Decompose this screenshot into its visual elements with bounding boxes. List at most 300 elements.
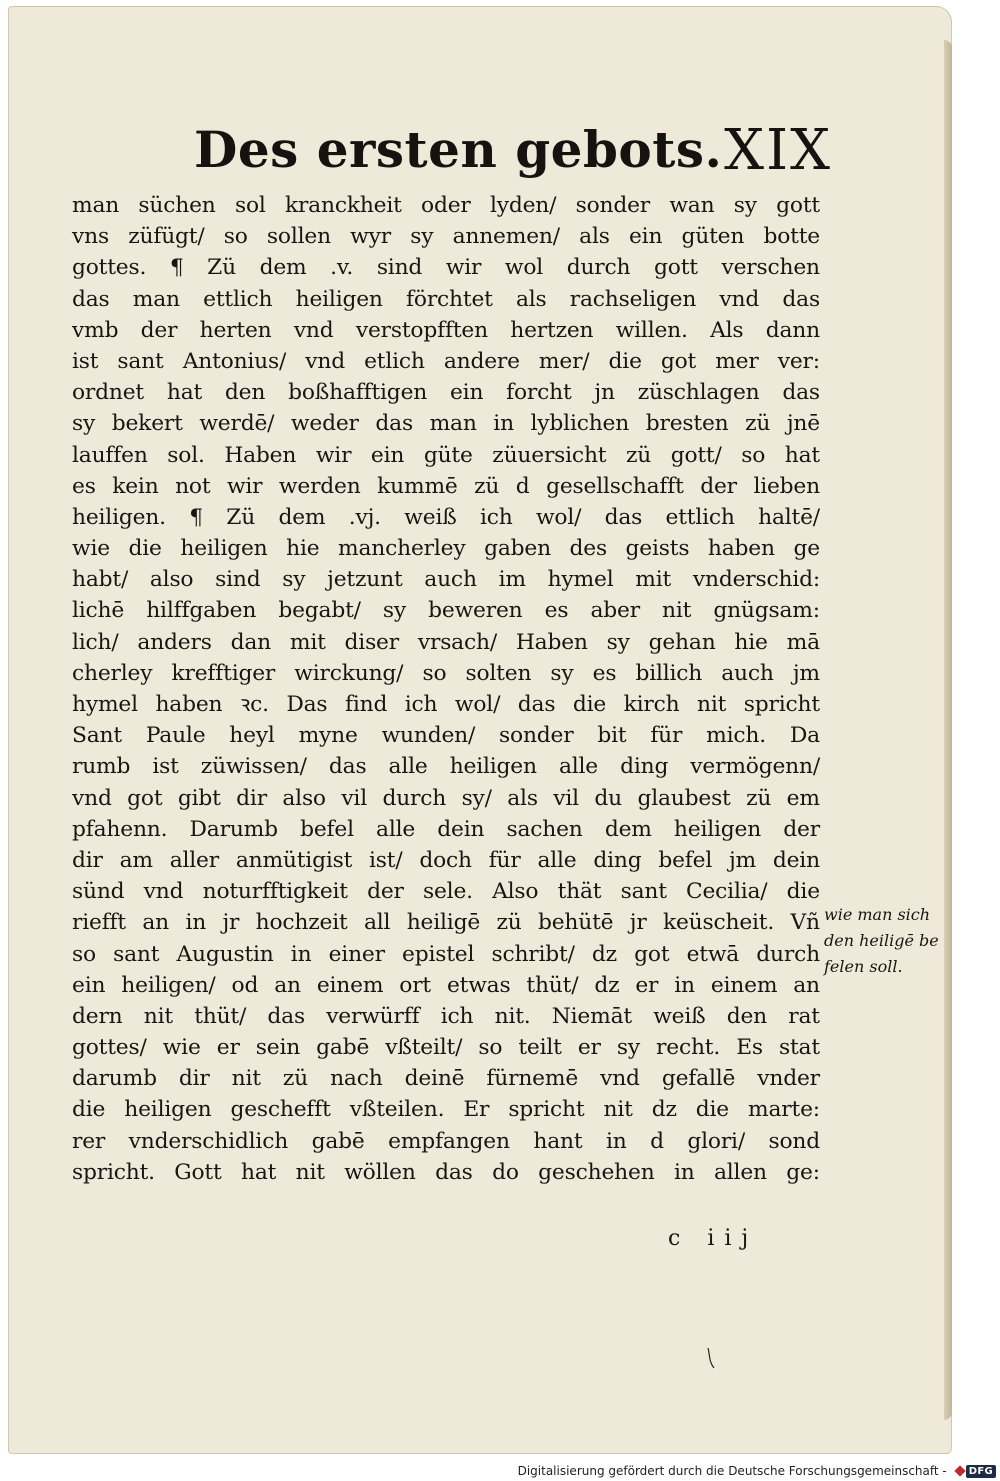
text-word: nit <box>662 598 692 624</box>
text-line <box>72 502 820 533</box>
text-word: an <box>274 972 301 998</box>
text-word: der <box>783 816 820 842</box>
text-word: an <box>142 910 170 936</box>
text-word: vnd <box>719 286 760 312</box>
text-word: gehan <box>648 629 716 655</box>
text-word: vnderschid: <box>692 567 820 593</box>
text-line <box>72 689 820 720</box>
text-line <box>72 315 820 346</box>
marginal-note-line: felen soll. <box>824 957 903 976</box>
text-word: dein <box>772 847 820 873</box>
text-word: am <box>119 847 153 873</box>
text-word: geists <box>625 536 690 562</box>
text-word: zü <box>745 411 771 437</box>
text-word: hat <box>240 1159 277 1185</box>
text-word: durch <box>756 941 820 967</box>
text-line <box>72 1001 820 1032</box>
stray-ink-mark <box>706 1346 716 1370</box>
text-word: anders <box>137 629 212 655</box>
text-word: sollen <box>266 224 331 250</box>
text-word: sy <box>550 660 574 686</box>
text-word: bresten <box>645 411 729 437</box>
text-word: Vñ <box>790 910 820 936</box>
text-word: sy <box>282 567 306 593</box>
text-word: gottes/ <box>72 1035 147 1061</box>
text-word: kirch <box>623 692 680 717</box>
text-word: mer <box>715 348 759 374</box>
text-word: gott/ <box>670 442 722 468</box>
text-word: ist <box>152 754 179 780</box>
text-word: sol. <box>167 442 205 468</box>
text-word: ding <box>593 847 642 873</box>
text-line <box>72 1157 820 1188</box>
text-word: es <box>544 598 569 624</box>
text-word: Gott <box>174 1159 222 1185</box>
text-word: mancherley <box>338 536 466 562</box>
text-word: sein <box>255 1035 301 1061</box>
text-word: lieben <box>753 473 820 499</box>
text-word: empfangen <box>388 1128 510 1154</box>
signature-mark: c iij <box>668 1226 759 1251</box>
text-word: das <box>267 1003 305 1029</box>
text-word: ist/ <box>369 847 403 873</box>
text-line <box>72 783 820 814</box>
text-word: der <box>367 879 404 905</box>
text-word: einem <box>316 972 384 998</box>
text-word: zü <box>282 1066 309 1092</box>
text-word: not <box>175 473 211 499</box>
text-word: heiligen <box>673 816 762 842</box>
text-word: die <box>72 1097 106 1123</box>
text-word: ein <box>628 224 663 250</box>
text-word: etlich <box>364 348 425 374</box>
text-word: verwürff <box>326 1003 420 1029</box>
text-word: so <box>422 660 447 686</box>
text-word: epistel <box>402 941 475 967</box>
text-word: die <box>786 879 820 905</box>
text-word: jm <box>792 660 820 686</box>
text-word: aller <box>169 847 219 873</box>
text-word: wirckung/ <box>294 660 404 686</box>
text-word: myne <box>298 723 358 749</box>
text-word: das <box>517 692 556 717</box>
text-word: in <box>605 1128 627 1154</box>
text-word: als <box>515 286 547 312</box>
text-word: ich <box>404 692 438 717</box>
text-word: heiligen. <box>72 504 166 530</box>
text-word: Also <box>492 879 539 905</box>
text-word: gesellschafft <box>546 473 684 499</box>
text-word: billich <box>635 660 703 686</box>
text-word: heiligen <box>124 1097 212 1123</box>
text-word: spricht. <box>72 1159 155 1185</box>
text-word: heiligen/ <box>121 972 216 998</box>
text-word: Er <box>463 1097 490 1123</box>
text-word: find <box>344 692 388 717</box>
text-word: auch <box>721 660 774 686</box>
text-word: werdē/ <box>199 411 275 437</box>
text-word: verschen <box>721 255 820 281</box>
text-word: der <box>140 317 178 343</box>
text-word: etwas <box>446 972 511 998</box>
text-word: spricht <box>508 1097 585 1123</box>
text-word: in <box>673 1159 695 1185</box>
text-word: befel <box>658 847 713 873</box>
text-line <box>72 627 820 658</box>
text-word: gabē <box>311 1128 365 1154</box>
text-word: in <box>674 972 695 998</box>
text-line <box>72 346 820 377</box>
text-word: hat <box>166 380 203 406</box>
text-word: wir <box>315 442 352 468</box>
text-line <box>72 876 820 907</box>
text-word: boßhafftigen <box>288 380 428 406</box>
text-word: lauffen <box>72 442 148 468</box>
text-word: botte <box>763 224 820 250</box>
text-word: als <box>507 785 538 811</box>
text-word: alle <box>537 847 577 873</box>
text-word: in <box>493 411 514 437</box>
text-word: krefftiger <box>171 660 276 686</box>
text-word: haben <box>707 536 775 562</box>
text-word: das <box>72 286 110 312</box>
text-word: lichē <box>72 598 125 624</box>
text-word: vnd <box>143 879 184 905</box>
text-word: aber <box>590 598 640 624</box>
text-line <box>72 939 820 970</box>
dfg-badge: DFG <box>966 1465 996 1478</box>
text-word: sy <box>606 629 630 655</box>
text-word: fürnemē <box>486 1066 579 1092</box>
text-word: sind <box>215 567 261 593</box>
text-word: man <box>132 286 180 312</box>
text-word: thüt/ <box>194 1003 247 1029</box>
text-word: hat <box>784 442 820 468</box>
text-word: mit <box>289 629 326 655</box>
text-line <box>72 1094 820 1125</box>
text-word: diser <box>344 629 399 655</box>
text-word: thät <box>557 879 602 905</box>
text-word: hie <box>734 629 768 655</box>
text-word: in <box>185 910 207 936</box>
text-word: ich <box>440 1003 474 1029</box>
text-word: hertzen <box>510 317 594 343</box>
text-word: gnügsam: <box>713 598 820 624</box>
text-word: du <box>594 785 622 811</box>
text-word: wunden/ <box>381 723 476 749</box>
text-word: got <box>634 941 670 967</box>
text-word: also <box>282 785 326 811</box>
text-line <box>72 814 820 845</box>
text-word: Niemāt <box>551 1003 632 1029</box>
text-word: hant <box>533 1128 583 1154</box>
text-word: do <box>492 1159 519 1185</box>
text-word: süchen <box>138 193 216 218</box>
text-line <box>72 564 820 595</box>
text-word: thüt/ <box>526 972 579 998</box>
text-line <box>72 658 820 689</box>
text-word: befel <box>300 816 354 842</box>
text-word: förchtet <box>406 286 493 312</box>
text-word: habt/ <box>72 567 129 593</box>
text-line <box>72 720 820 751</box>
text-word: das <box>782 286 820 312</box>
text-word: Cecilia/ <box>686 879 768 905</box>
text-word: nit <box>603 1097 633 1123</box>
text-word: einem <box>710 972 778 998</box>
text-word: dann <box>765 317 820 343</box>
text-word: er <box>577 1035 601 1061</box>
text-word: vnderschidlich <box>128 1128 289 1154</box>
text-word: sant <box>113 941 160 967</box>
text-word: Zü <box>226 504 256 530</box>
text-word: wol <box>504 255 544 281</box>
text-word: marte: <box>748 1097 820 1123</box>
marginal-note-line: wie man sich <box>824 905 931 924</box>
text-line <box>72 595 820 626</box>
text-word: recht. <box>656 1035 721 1061</box>
text-word: in <box>290 941 312 967</box>
text-word: er <box>635 972 659 998</box>
text-line <box>72 471 820 502</box>
text-word: vil <box>553 785 579 811</box>
text-word: weiß <box>653 1003 706 1029</box>
text-word: man <box>72 193 120 218</box>
text-word: rer <box>72 1128 106 1154</box>
text-word: das <box>604 504 643 530</box>
text-word: nit <box>697 692 727 717</box>
text-word: Haben <box>224 442 297 468</box>
text-word: durch <box>382 785 447 811</box>
text-word: jr <box>222 910 240 936</box>
text-word: Sant <box>72 723 122 749</box>
text-line <box>72 252 820 283</box>
text-word: alle <box>558 754 598 780</box>
text-word: Antonius/ <box>182 348 287 374</box>
text-word: alle <box>388 754 428 780</box>
text-word: züfügt/ <box>128 224 205 250</box>
text-word: schribt/ <box>491 941 575 967</box>
text-word: Paule <box>145 723 206 749</box>
text-word: ein <box>370 442 405 468</box>
text-word: geschehen <box>538 1159 655 1185</box>
text-word: hochzeit <box>255 910 348 936</box>
text-line <box>72 1126 820 1157</box>
text-word: dz <box>594 972 620 998</box>
text-line <box>72 533 820 564</box>
text-word: dem <box>604 816 652 842</box>
text-word: sy <box>616 1035 640 1061</box>
text-word: got <box>127 785 163 811</box>
text-word: für <box>488 847 521 873</box>
body-text <box>72 190 820 1188</box>
text-word: das <box>435 1159 473 1185</box>
text-word: kranckheit <box>284 193 402 218</box>
text-word: begabt/ <box>278 598 361 624</box>
text-word: jr <box>629 910 647 936</box>
text-word: alle <box>376 816 416 842</box>
text-word: hymel <box>72 692 138 717</box>
text-word: em <box>786 785 820 811</box>
text-word: das <box>375 411 413 437</box>
text-word: dern <box>72 1003 123 1029</box>
text-word: vrsach/ <box>417 629 497 655</box>
text-word: ein <box>72 972 106 998</box>
text-word: lich/ <box>72 629 119 655</box>
text-word: bit <box>597 723 627 749</box>
text-word: güte <box>423 442 473 468</box>
text-word: sol <box>234 193 266 218</box>
text-word: heiligen <box>180 536 268 562</box>
text-word: deinē <box>404 1066 465 1092</box>
text-word: heiligē <box>406 910 481 936</box>
text-word: kummē <box>377 473 458 499</box>
text-word: wie <box>72 536 110 562</box>
text-word: Darumb <box>189 816 278 842</box>
text-word: gott <box>776 193 820 218</box>
text-word: vil <box>341 785 367 811</box>
text-word: dir <box>178 1066 210 1092</box>
text-line <box>72 408 820 439</box>
text-word: heiligen <box>449 754 537 780</box>
text-word: willen. <box>615 317 688 343</box>
folio-number: XIX <box>724 118 832 183</box>
text-word: also <box>149 567 194 593</box>
text-word: wan <box>669 193 715 218</box>
text-word: für <box>650 723 683 749</box>
text-word: weiß <box>404 504 457 530</box>
text-word: Es <box>736 1035 763 1061</box>
text-word: vßteilen. <box>349 1097 445 1123</box>
text-word: vnd <box>305 348 345 374</box>
text-word: Das <box>286 692 328 717</box>
text-word: .v. <box>330 255 354 281</box>
text-line <box>72 907 820 938</box>
text-word: vns <box>72 224 109 250</box>
text-word: dein <box>437 816 485 842</box>
marginal-note-line: den heiligē be <box>824 931 939 950</box>
text-word: den <box>726 1003 768 1029</box>
text-word: annemen/ <box>452 224 560 250</box>
text-line <box>72 1063 820 1094</box>
text-word: ver: <box>777 348 820 374</box>
text-word: d <box>650 1128 664 1154</box>
text-word: hie <box>286 536 320 562</box>
text-word: rat <box>788 1003 820 1029</box>
text-word: bekert <box>111 411 183 437</box>
text-word: ordnet <box>72 380 144 406</box>
text-word: herten <box>199 317 272 343</box>
text-word: heyl <box>229 723 275 749</box>
text-word: forcht <box>506 380 572 406</box>
text-word: ettlich <box>203 286 273 312</box>
text-line <box>72 284 820 315</box>
footer-bar <box>518 1461 1000 1481</box>
text-line <box>72 377 820 408</box>
text-line <box>72 1032 820 1063</box>
text-word: ꝛc. <box>239 692 269 717</box>
text-word: ding <box>620 754 669 780</box>
text-word: mich. <box>706 723 766 749</box>
text-word: das <box>782 380 820 406</box>
text-word: als <box>579 224 610 250</box>
text-word: züuersicht <box>492 442 607 468</box>
text-word: güten <box>681 224 745 250</box>
text-word: vnder <box>757 1066 820 1092</box>
text-word: so <box>72 941 96 967</box>
text-word: der <box>700 473 737 499</box>
text-word: ¶ <box>169 255 184 281</box>
text-word: sy <box>410 224 434 250</box>
text-word: so <box>223 224 248 250</box>
text-word: Da <box>789 723 820 749</box>
text-word: dir <box>236 785 267 811</box>
text-word: jetzunt <box>327 567 403 593</box>
text-word: er <box>216 1035 240 1061</box>
text-word: wie <box>162 1035 201 1061</box>
text-word: wir <box>226 473 263 499</box>
text-word: haben <box>155 692 223 717</box>
digitization-credit: Digitalisierung gefördert durch die Deutsche Forschungsgemeinschaft - <box>517 1464 947 1478</box>
text-word: .vj. <box>348 504 381 530</box>
text-word: sonder <box>499 723 574 749</box>
text-word: haltē/ <box>758 504 820 530</box>
text-word: d <box>515 473 530 499</box>
text-word: zü <box>625 442 652 468</box>
text-word: gibt <box>177 785 221 811</box>
text-word: zü <box>496 910 522 936</box>
running-head <box>194 118 854 188</box>
text-word: got <box>660 348 697 374</box>
text-word: ort <box>399 972 431 998</box>
text-word: etwā <box>686 941 740 967</box>
text-word: kein <box>112 473 159 499</box>
text-word: sonder <box>575 193 650 218</box>
text-word: die <box>608 348 642 374</box>
text-word: gefallē <box>661 1066 736 1092</box>
text-word: nit <box>231 1066 261 1092</box>
text-word: sind <box>376 255 423 281</box>
text-word: gaben <box>484 536 551 562</box>
running-title: Des ersten gebots. <box>194 120 723 179</box>
text-word: des <box>569 536 607 562</box>
text-line <box>72 751 820 782</box>
text-word: jm <box>728 847 756 873</box>
text-word: vnd <box>600 1066 640 1092</box>
text-word: hymel <box>547 567 614 593</box>
text-word: nit <box>143 1003 173 1029</box>
text-word: gabē <box>316 1035 370 1061</box>
text-line <box>72 221 820 252</box>
text-word: züschlagen <box>637 380 760 406</box>
text-word: dem <box>278 504 326 530</box>
text-word: mit <box>635 567 672 593</box>
text-word: od <box>231 972 259 998</box>
text-word: riefft <box>72 910 126 936</box>
text-word: nach <box>330 1066 383 1092</box>
page-edge <box>944 40 952 1420</box>
text-word: sy <box>382 598 407 624</box>
text-word: dir <box>72 847 103 873</box>
text-word: verstopfften <box>355 317 488 343</box>
text-word: gottes. <box>72 255 147 281</box>
text-word: heiligen <box>295 286 383 312</box>
text-word: vßteilt/ <box>385 1035 463 1061</box>
text-word: sond <box>768 1128 820 1154</box>
text-word: dan <box>230 629 271 655</box>
text-word: teilt <box>518 1035 562 1061</box>
text-word: noturfftigkeit <box>202 879 348 905</box>
